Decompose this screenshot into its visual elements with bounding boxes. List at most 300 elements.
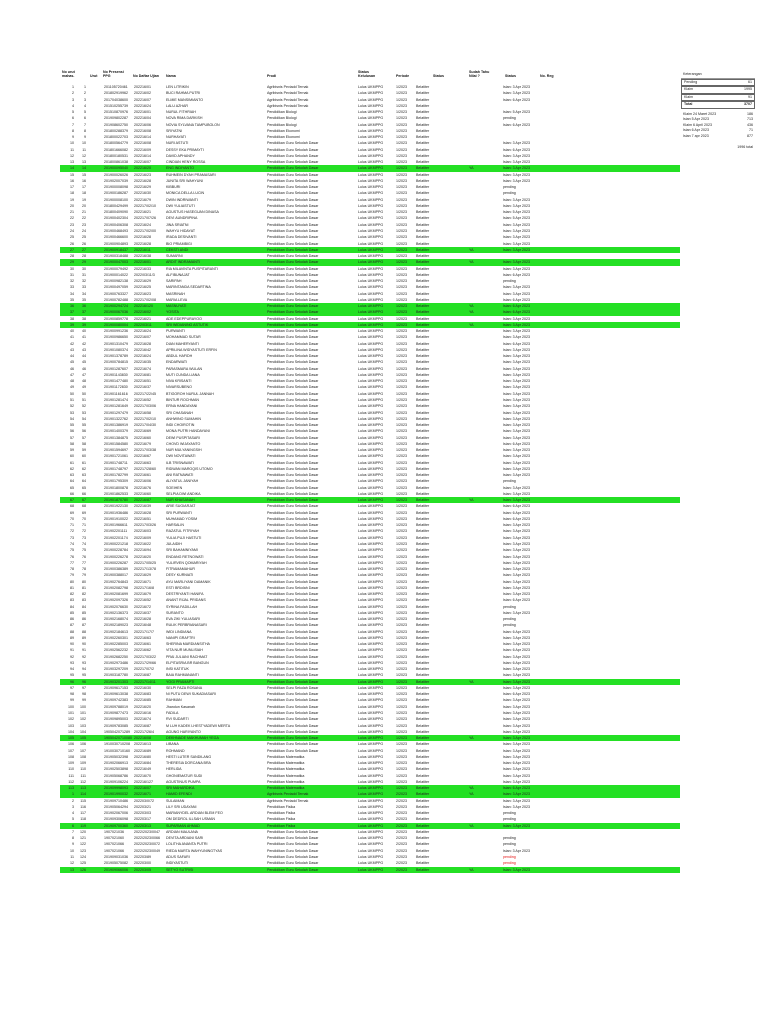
cell-nama: SUMARNI [166, 254, 183, 259]
cell-nd: 202203/89 [134, 854, 151, 859]
cell-nama: MASNUYATI [166, 304, 187, 309]
cell-prodi: Pendidikan Matematika [267, 779, 305, 784]
cell-st: Belatiter [416, 354, 430, 359]
cell-st3: Isian: 3 Apr 2023 [503, 235, 530, 240]
cell-no: 84 [70, 604, 74, 609]
cell-nim: 201902201111 [104, 529, 128, 534]
cell-prodi: Pendidikan Guru Sekolah Dasar [267, 598, 319, 603]
cell-prodi: Pendidikan Guru Sekolah Dasar [267, 610, 319, 615]
cell-st: Belatiter [416, 97, 430, 102]
cell-prodi: Agribisnis Peviadd Ternak [267, 792, 309, 797]
cell-no: 65 [70, 485, 74, 490]
cell-no: 91 [70, 648, 74, 653]
cell-nim: 201909106224 [104, 779, 128, 784]
cell-prodi: Pendidikan Guru Sekolah Dasar [267, 685, 319, 690]
cell-urut: 15 [82, 172, 86, 177]
cell-nim: 201902082798 [104, 585, 128, 590]
cell-per: 2/2023 [396, 804, 407, 809]
cell-nim: 201901922130 [104, 504, 128, 509]
cell-per: 1/2023 [396, 285, 407, 290]
cell-nama: ERNA HANDAYANI [166, 404, 198, 409]
cell-status: Lulus UKMPPG [358, 103, 384, 108]
cell-no: 23 [70, 222, 74, 227]
cell-per: 1/2023 [396, 103, 407, 108]
cell-urut: 21 [82, 210, 86, 215]
cell-no: 107 [68, 748, 74, 753]
cell-st3: Isian: 3 Apr 2023 [503, 423, 530, 428]
cell-per: 1/2023 [396, 391, 407, 396]
cell-st3: Isian: 6 Apr 2023 [503, 310, 530, 315]
cell-st3: Isian: 6 Apr 2023 [503, 648, 530, 653]
cell-nama: DEWI PUSPITASARI [166, 435, 200, 440]
cell-status: Lulus UKMPPG [358, 498, 384, 503]
cell-prodi: Pendidikan Guru Sekolah Dasar [267, 147, 319, 152]
cell-st3: pending [503, 817, 516, 822]
cell-nama: M LUH KADEK LHESTYADEWI MERTA [166, 723, 231, 728]
cell-no: 60 [70, 454, 74, 459]
cell-nim: 201909802287 [104, 116, 128, 121]
cell-no: 37 [70, 310, 74, 315]
cell-st: Belatiter [416, 103, 430, 108]
cell-urut: 105 [80, 736, 86, 741]
cell-status: Lulus UKMPPG [358, 391, 384, 396]
cell-no: 34 [70, 291, 74, 296]
cell-st: Belatiter [416, 754, 430, 759]
cell-status: Lulus UKMPPG [358, 829, 384, 834]
cell-no: 12 [70, 861, 74, 866]
cell-per: 1/2023 [396, 779, 407, 784]
cell-nama: AGUSTUS HASEGUAN DINASA [166, 210, 219, 215]
cell-prodi: Pendidikan Guru Sekolah Dasar [267, 435, 319, 440]
cell-prodi: Pendidikan Guru Sekolah Dasar [267, 272, 319, 277]
cell-tahu: YA [469, 247, 474, 252]
cell-nama: BTIGOROH NURUL JANNAH [166, 391, 214, 396]
cell-prodi: Pendidikan Guru Sekolah Dasar [267, 723, 319, 728]
cell-nd: 202216/71 [134, 792, 151, 797]
cell-urut: 66 [82, 491, 86, 496]
cell-nd: 202216/37 [134, 385, 151, 390]
cell-per: 1/2023 [396, 203, 407, 208]
cell-per: 1/2023 [396, 354, 407, 359]
cell-nim: 201800022703 [104, 135, 128, 140]
cell-nd: 202216/28 [134, 617, 151, 622]
cell-status: Lulus UKMPPG [358, 685, 384, 690]
cell-no: 3 [72, 804, 74, 809]
cell-nd: 202217/04/30 [134, 423, 156, 428]
cell-status: Lulus UKMPPG [358, 454, 384, 459]
cell-no: 24 [70, 228, 74, 233]
cell-nama: NURUL FITHRIAH [166, 110, 196, 115]
cell-st: Belatiter [416, 723, 430, 728]
cell-no: 8 [72, 128, 74, 133]
cell-urut: 125 [80, 861, 86, 866]
cell-status: Lulus UKMPPG [358, 535, 384, 540]
cell-urut: 1 [84, 85, 86, 89]
cell-prodi: Pendidikan Guru Sekolah Dasar [267, 554, 319, 559]
cell-prodi: Pendidikan Fisika [267, 817, 296, 822]
cell-urut: 43 [82, 347, 86, 352]
cell-no: 109 [68, 761, 74, 766]
cell-nim: 201905068786 [104, 773, 128, 778]
header-status-kelulusan: Status Kelulusan [358, 70, 376, 78]
cell-per: 1/2023 [396, 178, 407, 183]
cell-status: Lulus UKMPPG [358, 260, 384, 265]
cell-nama: IRADA DESIVANTI [166, 235, 197, 240]
cell-per: 2/2023 [396, 811, 407, 816]
cell-nim: 19050420710080 [104, 736, 132, 741]
cell-nama: RAHMAN [166, 698, 182, 703]
cell-nim: 1910030710160 [104, 748, 130, 753]
cell-status: Lulus UKMPPG [358, 166, 384, 171]
cell-st3: Isian: 3 Apr 2023 [503, 748, 530, 753]
cell-nd: 202216/60 [134, 491, 151, 496]
cell-nim: 201909895003 [104, 717, 128, 722]
cell-st3: pending [503, 854, 516, 859]
cell-nim: 201901862533 [104, 491, 128, 496]
cell-st: Belatiter [416, 692, 430, 697]
cell-prodi: Pendidikan Fisika [267, 804, 296, 809]
cell-no: 11 [70, 147, 74, 152]
cell-urut: 37 [82, 310, 86, 315]
cell-per: 1/2023 [396, 197, 407, 202]
cell-urut: 49 [82, 385, 86, 390]
cell-st: Belatiter [416, 285, 430, 290]
cell-nd: 202217/02/08 [134, 297, 156, 302]
cell-urut: 17 [82, 185, 86, 190]
cell-st: Belatiter [416, 185, 430, 190]
summary-date-row: Isian 7 apr 2023 877 [683, 133, 753, 138]
cell-prodi: Pendidikan Guru Sekolah Dasar [267, 310, 319, 315]
cell-st: Belatiter [416, 466, 430, 471]
cell-nama: CHOVD WIJAYANTO [166, 441, 201, 446]
cell-nd: 202203/21 [134, 804, 151, 809]
cell-per: 1/2023 [396, 297, 407, 302]
cell-nama: ALFIBUNAJAT [166, 272, 190, 277]
summary-total-row: Total 3707 [681, 101, 755, 109]
cell-st: Belatiter [416, 660, 430, 665]
cell-st: Belatiter [416, 423, 430, 428]
cell-status: Lulus UKMPPG [358, 617, 384, 622]
cell-nim: 201800409090 [104, 210, 128, 215]
cell-prodi: Pendidikan Guru Sekolah Dasar [267, 617, 319, 622]
cell-no: 27 [70, 247, 74, 252]
cell-status: Lulus UKMPPG [358, 448, 384, 453]
cell-st3: Isian: 3 Apr 2023 [503, 178, 530, 183]
cell-per: 1/2023 [396, 228, 407, 233]
cell-st3: Isian: 3 Apr 2023 [503, 485, 530, 490]
cell-nim: 201901400379 [104, 429, 128, 434]
cell-status: Lulus UKMPPG [358, 466, 384, 471]
cell-no: 104 [68, 729, 74, 734]
cell-status: Lulus UKMPPG [358, 567, 384, 572]
cell-st: Belatiter [416, 654, 430, 659]
cell-urut: 5 [84, 110, 86, 115]
cell-nama: APRILINA WIDYASTUTI ERFIN [166, 347, 217, 352]
cell-urut: 20 [82, 203, 86, 208]
cell-st: Belatiter [416, 867, 430, 872]
cell-st: Belatiter [416, 272, 430, 277]
cell-nd: 2022/2023/0047 [134, 829, 160, 834]
cell-no: 39 [70, 322, 74, 327]
cell-nim: 201900918437 [104, 247, 128, 252]
cell-per: 2/2023 [396, 792, 407, 797]
cell-st3: Isian: 6 Apr 2023 [503, 761, 530, 766]
cell-nd: 202217/07/2 [134, 667, 154, 672]
cell-nd: 202216/39 [134, 504, 151, 509]
cell-prodi: Pendidikan Guru Sekolah Dasar [267, 410, 319, 415]
cell-prodi: Agribisnis Peviadd Ternak [267, 85, 309, 89]
cell-st3: Isian: 3 Apr 2023 [503, 160, 530, 165]
cell-urut: 13 [82, 160, 86, 165]
cell-st3: Isian: 6 Apr 2023 [503, 516, 530, 521]
cell-no: 57 [70, 435, 74, 440]
cell-urut: 18 [82, 191, 86, 196]
cell-nd: 202216/06 [134, 122, 151, 127]
cell-st3: pending [503, 842, 516, 847]
cell-no: 42 [70, 341, 74, 346]
cell-status: Lulus UKMPPG [358, 203, 384, 208]
cell-urut: 14 [82, 166, 86, 171]
cell-no: 21 [70, 210, 74, 215]
cell-per: 1/2023 [396, 272, 407, 277]
cell-nim: 201900008100 [104, 197, 128, 202]
cell-status: Lulus UKMPPG [358, 272, 384, 277]
cell-urut: 91 [82, 648, 86, 653]
cell-no: 10 [70, 848, 74, 853]
cell-no: 76 [70, 554, 74, 559]
cell-st: Belatiter [416, 635, 430, 640]
cell-status: Lulus UKMPPG [358, 197, 384, 202]
cell-urut: 114 [80, 792, 86, 797]
cell-nama: RIDWAN MAROQIS UTOMO [166, 466, 213, 471]
cell-per: 1/2023 [396, 585, 407, 590]
cell-st3: Isian: 3 Apr 2023 [503, 704, 530, 709]
cell-nd: 202216/28 [134, 178, 151, 183]
cell-nim: 201905032398 [104, 754, 128, 759]
cell-no: 6 [72, 823, 74, 828]
cell-nim: 201909788019 [104, 704, 128, 709]
cell-per: 1/2023 [396, 210, 407, 215]
cell-nama: ENDANG RETNOWATI [166, 554, 204, 559]
cell-prodi: Pendidikan Guru Sekolah Dasar [267, 504, 319, 509]
cell-st: Belatiter [416, 648, 430, 653]
cell-nama: ANHWINO SUMAHIN [166, 416, 201, 421]
cell-st: Belatiter [416, 617, 430, 622]
cell-prodi: Pendidikan Guru Sekolah Dasar [267, 178, 319, 183]
cell-nim: 201902260301 [104, 635, 128, 640]
cell-per: 1/2023 [396, 153, 407, 158]
cell-urut: 36 [82, 304, 86, 309]
cell-st3: Isian: 3 Apr 2023 [503, 379, 530, 384]
cell-st: Belatiter [416, 297, 430, 302]
cell-nama: CINDIAN HENY ROSSA [166, 160, 206, 165]
cell-nd: 202216/24 [134, 329, 151, 334]
cell-st: Belatiter [416, 316, 430, 321]
cell-st: Belatiter [416, 360, 430, 365]
cell-st3: Isian: 3 Apr 2023 [503, 316, 530, 321]
cell-st3: Isian: 3 Apr 2023 [503, 723, 530, 728]
cell-per: 1/2023 [396, 541, 407, 546]
cell-urut: 106 [80, 742, 86, 747]
cell-nd: 202216/07 [134, 335, 151, 340]
cell-per: 1/2023 [396, 742, 407, 747]
cell-per: 2/2023 [396, 867, 407, 872]
cell-per: 1/2023 [396, 316, 407, 321]
cell-nama: SRI CHASANAH [166, 410, 193, 415]
cell-prodi: Pendidikan Guru Sekolah Dasar [267, 867, 319, 872]
cell-urut: 33 [82, 285, 86, 290]
cell-nim: 201800429499 [104, 203, 128, 208]
cell-tahu: YA [469, 867, 474, 872]
cell-nama: DAVID APHANDY [166, 153, 195, 158]
cell-st3: Isian: 3 Apr 2023 [503, 228, 530, 233]
cell-no: 95 [70, 673, 74, 678]
cell-st: Belatiter [416, 479, 430, 484]
cell-status: Lulus UKMPPG [358, 172, 384, 177]
cell-per: 1/2023 [396, 185, 407, 190]
cell-nama: YULIRVEN QOMARIYAH [166, 560, 207, 565]
cell-nim: 201900047003 [104, 260, 128, 265]
cell-nd: 202216/22 [134, 541, 151, 546]
cell-st3: Isian: 6 Apr 2023 [503, 786, 530, 791]
cell-st: Belatiter [416, 729, 430, 734]
cell-status: Lulus UKMPPG [358, 329, 384, 334]
cell-st3: Isian: 3 Apr 2023 [503, 779, 530, 784]
cell-st3: Isian: 3 Apr 2023 [503, 498, 530, 503]
cell-prodi: Pendidikan Guru Sekolah Dasar [267, 541, 319, 546]
cell-nama: DEVI AUNDRIPINA [166, 216, 198, 221]
cell-st: Belatiter [416, 817, 430, 822]
cell-nim: 201901748797 [104, 466, 128, 471]
summary-row: Klaim 1995 [681, 86, 755, 94]
cell-st: Belatiter [416, 178, 430, 183]
cell-per: 2/2023 [396, 861, 407, 866]
cell-nama: DEVITA ARDIANI SARI [166, 836, 204, 841]
cell-nama: JINA SRIATNI [166, 222, 189, 227]
cell-per: 1/2023 [396, 673, 407, 678]
cell-nim: 201900294724 [104, 304, 128, 309]
cell-nd: 202216/23 [134, 172, 151, 177]
cell-no: 78 [70, 567, 74, 572]
cell-st3: Isian: 3 Apr 2023 [503, 141, 530, 146]
cell-no: 75 [70, 548, 74, 553]
cell-nd: 202216/08 [134, 736, 151, 741]
cell-status: Lulus UKMPPG [358, 529, 384, 534]
cell-st3: Isian: 6 Apr 2023 [503, 272, 530, 277]
cell-nama: MONICA DELLA LUCIN [166, 191, 205, 196]
cell-urut: 80 [82, 579, 86, 584]
cell-urut: 86 [82, 617, 86, 622]
cell-nim: 201900226278 [104, 554, 128, 559]
cell-no: 59 [70, 448, 74, 453]
cell-nama: SRI BAHAMNIYAMI [166, 548, 198, 553]
cell-st3: Isian: 3 Apr 2023 [503, 767, 530, 772]
cell-per: 1/2023 [396, 761, 407, 766]
cell-urut: 38 [82, 316, 86, 321]
cell-st: Belatiter [416, 435, 430, 440]
cell-per: 1/2023 [396, 736, 407, 741]
cell-per: 1/2023 [396, 773, 407, 778]
cell-urut: 48 [82, 379, 86, 384]
cell-status: Lulus UKMPPG [358, 554, 384, 559]
cell-status: Lulus UKMPPG [358, 541, 384, 546]
cell-st: Belatiter [416, 460, 430, 465]
cell-status: Lulus UKMPPG [358, 479, 384, 484]
cell-nd: 202216/20 [134, 166, 151, 171]
cell-urut: 96 [82, 679, 86, 684]
cell-nama: AGUNG HARIYANTO [166, 729, 201, 734]
cell-status: Lulus UKMPPG [358, 736, 384, 741]
cell-nd: 202216/06 [134, 479, 151, 484]
cell-per: 1/2023 [396, 166, 407, 171]
cell-per: 1/2023 [396, 341, 407, 346]
cell-st: Belatiter [416, 197, 430, 202]
cell-per: 1/2023 [396, 786, 407, 791]
cell-no: 88 [70, 629, 74, 634]
cell-st: Belatiter [416, 836, 430, 841]
cell-st: Belatiter [416, 160, 430, 165]
cell-nd: 202216/24 [134, 103, 151, 108]
cell-nama: INDIYASTUTI [166, 861, 189, 866]
cell-per: 1/2023 [396, 623, 407, 628]
cell-no: 45 [70, 360, 74, 365]
cell-nim: 201901378789 [104, 354, 128, 359]
cell-nd: 202217/02/10 [134, 416, 156, 421]
cell-per: 1/2023 [396, 698, 407, 703]
cell-prodi: Pendidikan Fisika [267, 811, 296, 816]
header-urut: Urut [90, 74, 98, 78]
cell-st: Belatiter [416, 698, 430, 703]
cell-st: Belatiter [416, 767, 430, 772]
cell-nd: 202216/28 [134, 235, 151, 240]
cell-st3: Isian: 3 Apr 2023 [503, 260, 530, 265]
cell-per: 2/2023 [396, 798, 407, 803]
cell-nama: RULIK PERBRIANASARI [166, 623, 207, 628]
cell-st: Belatiter [416, 804, 430, 809]
cell-per: 1/2023 [396, 516, 407, 521]
cell-nd: 202217/13/78 [134, 567, 156, 572]
cell-per: 1/2023 [396, 692, 407, 697]
cell-st: Belatiter [416, 736, 430, 741]
cell-nd: 202216/94 [134, 548, 151, 553]
cell-st3: pending [503, 185, 516, 190]
cell-st: Belatiter [416, 247, 430, 252]
cell-no: 55 [70, 423, 74, 428]
cell-no: 5 [72, 110, 74, 115]
cell-nama: EVA ZIKI YULIASARI [166, 617, 201, 622]
cell-st3: Isian: 5 Apr 2023 [503, 216, 530, 221]
cell-nama: INDI CHOIROTIN [166, 423, 195, 428]
cell-status: Lulus UKMPPG [358, 379, 384, 384]
cell-nama: MASRINAH [166, 291, 185, 296]
cell-prodi: Pendidikan Guru Sekolah Dasar [267, 498, 319, 503]
cell-no: 77 [70, 560, 74, 565]
summary-date-row: Klaim 24 Maret 2023 186 [683, 111, 753, 116]
cell-no: 11 [70, 854, 74, 859]
cell-per: 1/2023 [396, 441, 407, 446]
cell-st: Belatiter [416, 85, 430, 89]
cell-st: Belatiter [416, 235, 430, 240]
cell-st3: Isian: 6 Apr 2023 [503, 122, 530, 127]
cell-nama: SRI MAHARDIKA [166, 786, 195, 791]
cell-st: Belatiter [416, 560, 430, 565]
cell-st: Belatiter [416, 829, 430, 834]
cell-status: Lulus UKMPPG [358, 85, 384, 89]
cell-no: 100 [68, 704, 74, 709]
cell-nim: 201901870780 [104, 498, 128, 503]
cell-per: 1/2023 [396, 241, 407, 246]
cell-nama: SELPI FAZA ROSANA [166, 685, 203, 690]
